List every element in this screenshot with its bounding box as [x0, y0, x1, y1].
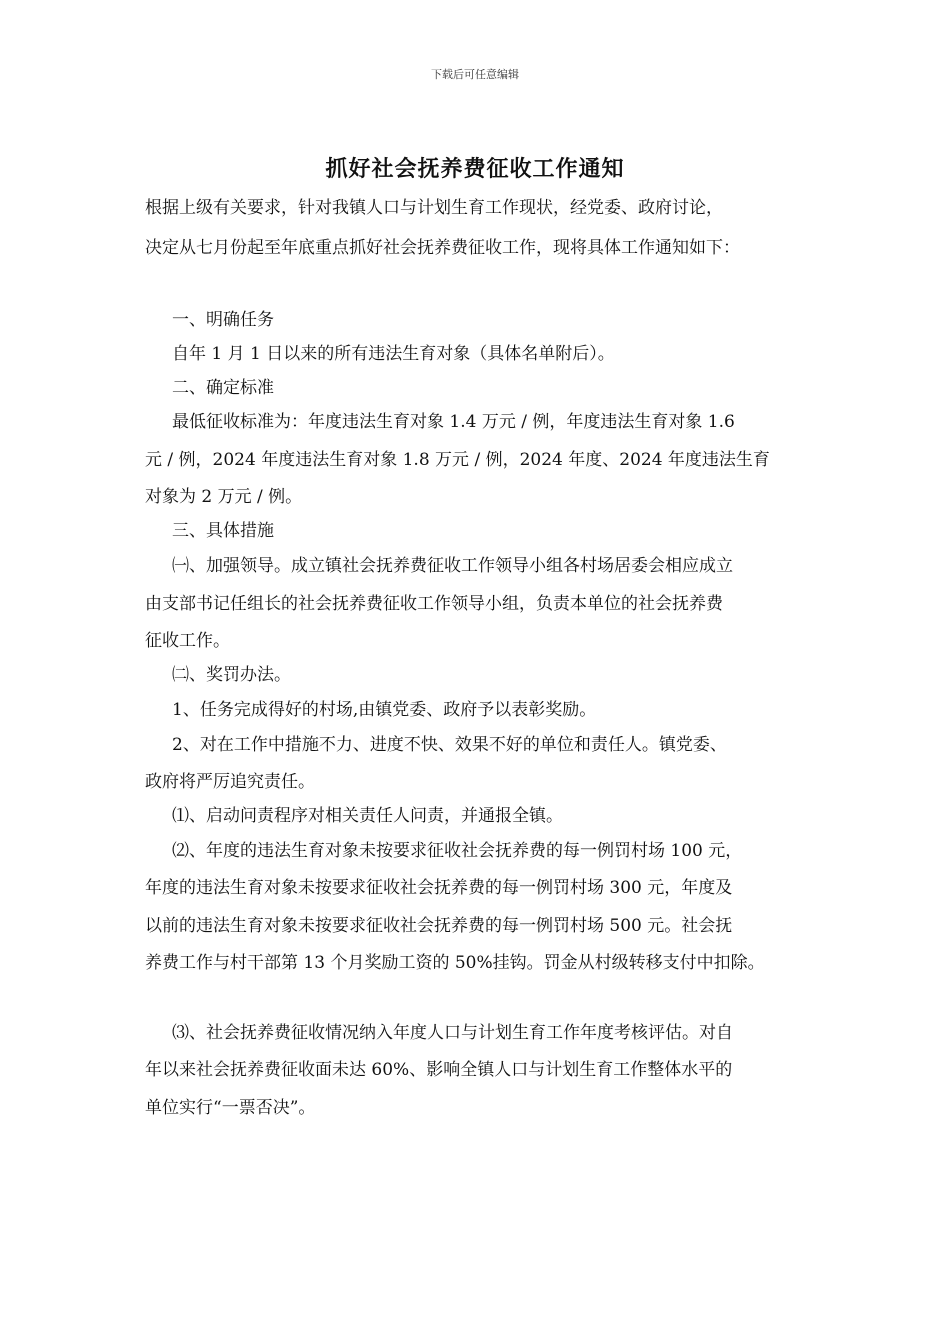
- body-line: 年度的违法生育对象未按要求征收社会抚养费的每一例罚村场 300 元，年度及: [145, 878, 733, 898]
- body-line: 1、任务完成得好的村场,由镇党委、政府予以表彰奖励。: [172, 700, 597, 720]
- body-line: 对象为 2 万元 / 例。: [145, 487, 303, 507]
- body-line: ㈡、奖罚办法。: [172, 665, 291, 685]
- body-line: 自年 1 月 1 日以来的所有违法生育对象（具体名单附后）。: [172, 344, 615, 364]
- body-line: 由支部书记任组长的社会抚养费征收工作领导小组，负责本单位的社会抚养费: [145, 594, 723, 614]
- body-line: 养费工作与村干部第 13 个月奖励工资的 50%挂钩。罚金从村级转移支付中扣除。: [145, 953, 765, 973]
- section-heading: 三、具体措施: [172, 521, 274, 541]
- body-line: ⑵、年度的违法生育对象未按要求征收社会抚养费的每一例罚村场 100 元，: [172, 841, 743, 861]
- header-note: 下载后可任意编辑: [431, 68, 519, 81]
- body-line: 年以来社会抚养费征收面未达 60%、影响全镇人口与计划生育工作整体水平的: [145, 1060, 733, 1080]
- body-line: 决定从七月份起至年底重点抓好社会抚养费征收工作，现将具体工作通知如下：: [145, 238, 740, 258]
- body-line: 根据上级有关要求，针对我镇人口与计划生育工作现状，经党委、政府讨论，: [145, 198, 723, 218]
- body-line: ⑴、启动问责程序对相关责任人问责，并通报全镇。: [172, 806, 563, 826]
- body-line: 政府将严厉追究责任。: [145, 772, 315, 792]
- body-line: 2、对在工作中措施不力、进度不快、效果不好的单位和责任人。镇党委、: [172, 735, 727, 755]
- document-title: 抓好社会抚养费征收工作通知: [325, 156, 625, 182]
- body-line: 最低征收标准为：年度违法生育对象 1.4 万元 / 例，年度违法生育对象 1.6: [172, 412, 735, 432]
- body-line: ⑶、社会抚养费征收情况纳入年度人口与计划生育工作年度考核评估。对自: [172, 1023, 733, 1043]
- body-line: 单位实行“一票否决”。: [145, 1098, 316, 1118]
- body-line: 元 / 例，2024 年度违法生育对象 1.8 万元 / 例，2024 年度、2024 年度违法生育: [145, 450, 770, 470]
- body-line: ㈠、加强领导。成立镇社会抚养费征收工作领导小组各村场居委会相应成立: [172, 556, 733, 576]
- body-line: 以前的违法生育对象未按要求征收社会抚养费的每一例罚村场 500 元。社会抚: [145, 916, 733, 936]
- section-heading: 二、确定标准: [172, 378, 274, 398]
- section-heading: 一、明确任务: [172, 310, 274, 330]
- body-line: 征收工作。: [145, 631, 230, 651]
